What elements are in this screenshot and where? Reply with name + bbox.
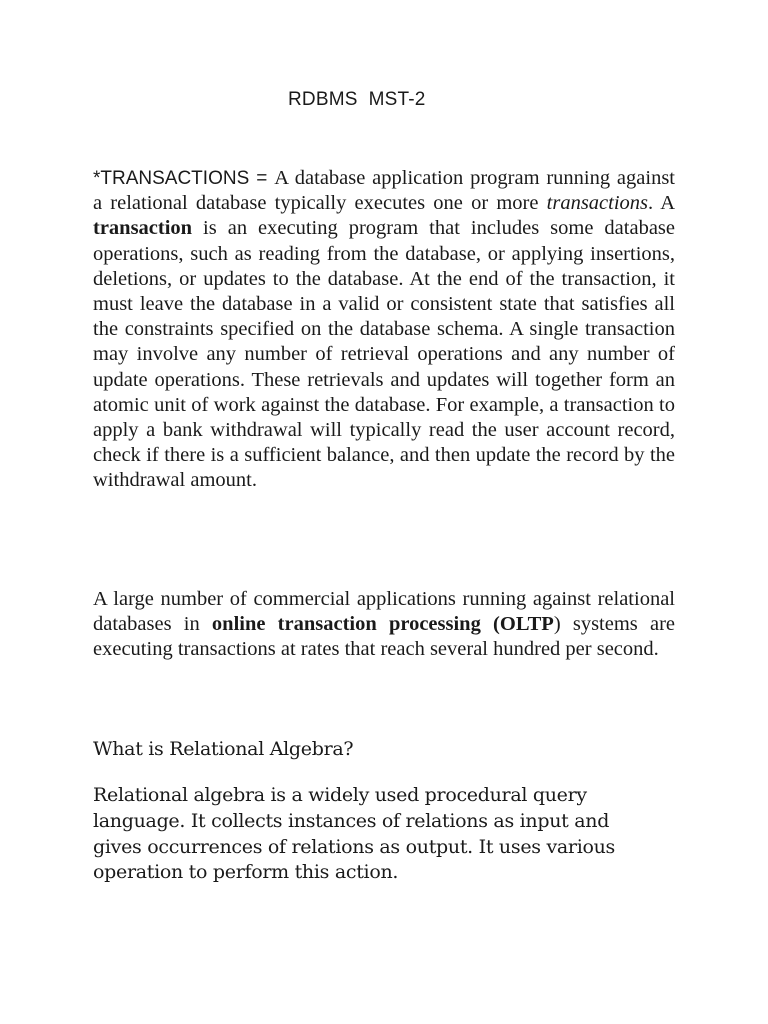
transaction-bold-term: transaction xyxy=(93,217,193,240)
oltp-paragraph xyxy=(93,587,675,663)
transactions-text-1: A database application program running against a relational database typically executes one or more xyxy=(93,167,676,215)
transactions-paragraph xyxy=(93,166,675,494)
transactions-text-3: is an executing program that includes some database operations, such as reading from the database, or applying insertions, deletions, or updates to the database. At the end of the transaction, it must leave the database in a valid or consistent state that satisfies all the constraints specified on the database schema. A single transaction may involve any number of retrieval operations and any number of update operations. These retrievals and updates will together form an atomic unit of work against the database. For example, a transaction to apply a bank withdrawal will typically read the user account record, check if there is a sufficient balance, and then update the record by the withdrawal amount. xyxy=(93,217,675,492)
oltp-text-1: A large number of commercial applications running against relational databases in xyxy=(93,588,675,636)
oltp-text-2: ) systems are executing transactions at rates that reach several hundred per second. xyxy=(93,613,676,661)
relational-algebra-paragraph: Relational algebra is a widely used procedural query language. It collects instances of relations as input and gives occurrences of relations as output. It uses various operation to perform this action. xyxy=(93,784,615,884)
relational-algebra-heading: What is Relational Algebra? xyxy=(93,738,354,760)
transactions-text-2: . A xyxy=(648,192,675,215)
transactions-italic-term: transactions xyxy=(546,192,649,215)
oltp-bold-term: online transaction processing (OLTP xyxy=(211,613,554,636)
transactions-label: *TRANSACTIONS = xyxy=(93,168,275,189)
document-title: RDBMS MST-2 xyxy=(288,89,426,110)
